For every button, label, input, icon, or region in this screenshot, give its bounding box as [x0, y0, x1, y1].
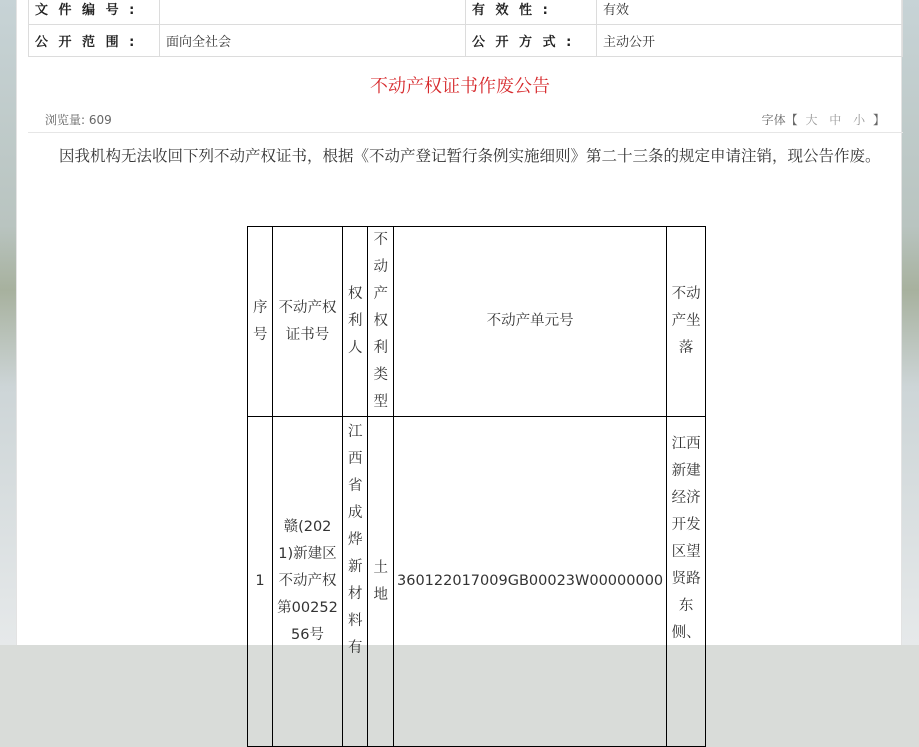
- row-seq: 1: [248, 417, 273, 747]
- header-cert-no: 不动产权证书号: [273, 227, 343, 417]
- scope-label: 公 开 范 围 :: [29, 25, 160, 57]
- info-bar: [28, 105, 903, 133]
- method-label: 公 开 方 式 :: [466, 25, 597, 57]
- intro-paragraph: 因我机构无法收回下列不动产权证书，根据《不动产登记暂行条例实施细则》第二十三条的规定申请注销，现公告作废。: [59, 147, 881, 165]
- header-holder: 权利人: [343, 227, 368, 417]
- row-cert-no: 赣(2021)新建区不动产权第0025256号: [273, 417, 343, 747]
- validity-label: 有 效 性 :: [466, 0, 597, 25]
- table-row: [248, 417, 706, 747]
- font-size-small[interactable]: 小: [853, 113, 866, 127]
- background-right: [901, 0, 919, 645]
- meta-info-table: [28, 0, 903, 57]
- table-header-row: [248, 227, 706, 417]
- row-unit-no: 360122017009GB00023W00000000: [394, 417, 667, 747]
- file-no-label: 文 件 编 号 :: [29, 0, 160, 25]
- page-title: 不动产权证书作废公告: [370, 76, 550, 97]
- font-size-close: 】: [872, 113, 885, 127]
- scope-value: 面向全社会: [160, 25, 466, 57]
- header-seq: 序号: [248, 227, 273, 417]
- row-location: 江西新建经济开发区望贤路东侧、: [667, 417, 706, 747]
- header-right-type: 不动产权利类型: [368, 227, 394, 417]
- font-size-medium[interactable]: 中: [829, 113, 842, 127]
- font-size-large[interactable]: 大: [805, 113, 818, 127]
- method-value: 主动公开: [597, 25, 903, 57]
- header-unit-no: 不动产单元号: [394, 227, 667, 417]
- validity-value: 有效: [597, 0, 903, 25]
- certificate-table: [247, 226, 706, 747]
- font-size-label: 字体【: [761, 113, 798, 127]
- document-page: [16, 0, 902, 656]
- row-right-type: 土地: [368, 417, 394, 747]
- file-no-value: [160, 0, 466, 25]
- view-count-label: 浏览量:: [45, 113, 86, 127]
- view-count: [45, 111, 112, 128]
- font-size-switcher: [762, 111, 885, 128]
- header-location: 不动产坐落: [667, 227, 706, 417]
- view-count-value: 609: [88, 113, 112, 127]
- row-holder: 江西省成烨新材料有: [343, 417, 368, 747]
